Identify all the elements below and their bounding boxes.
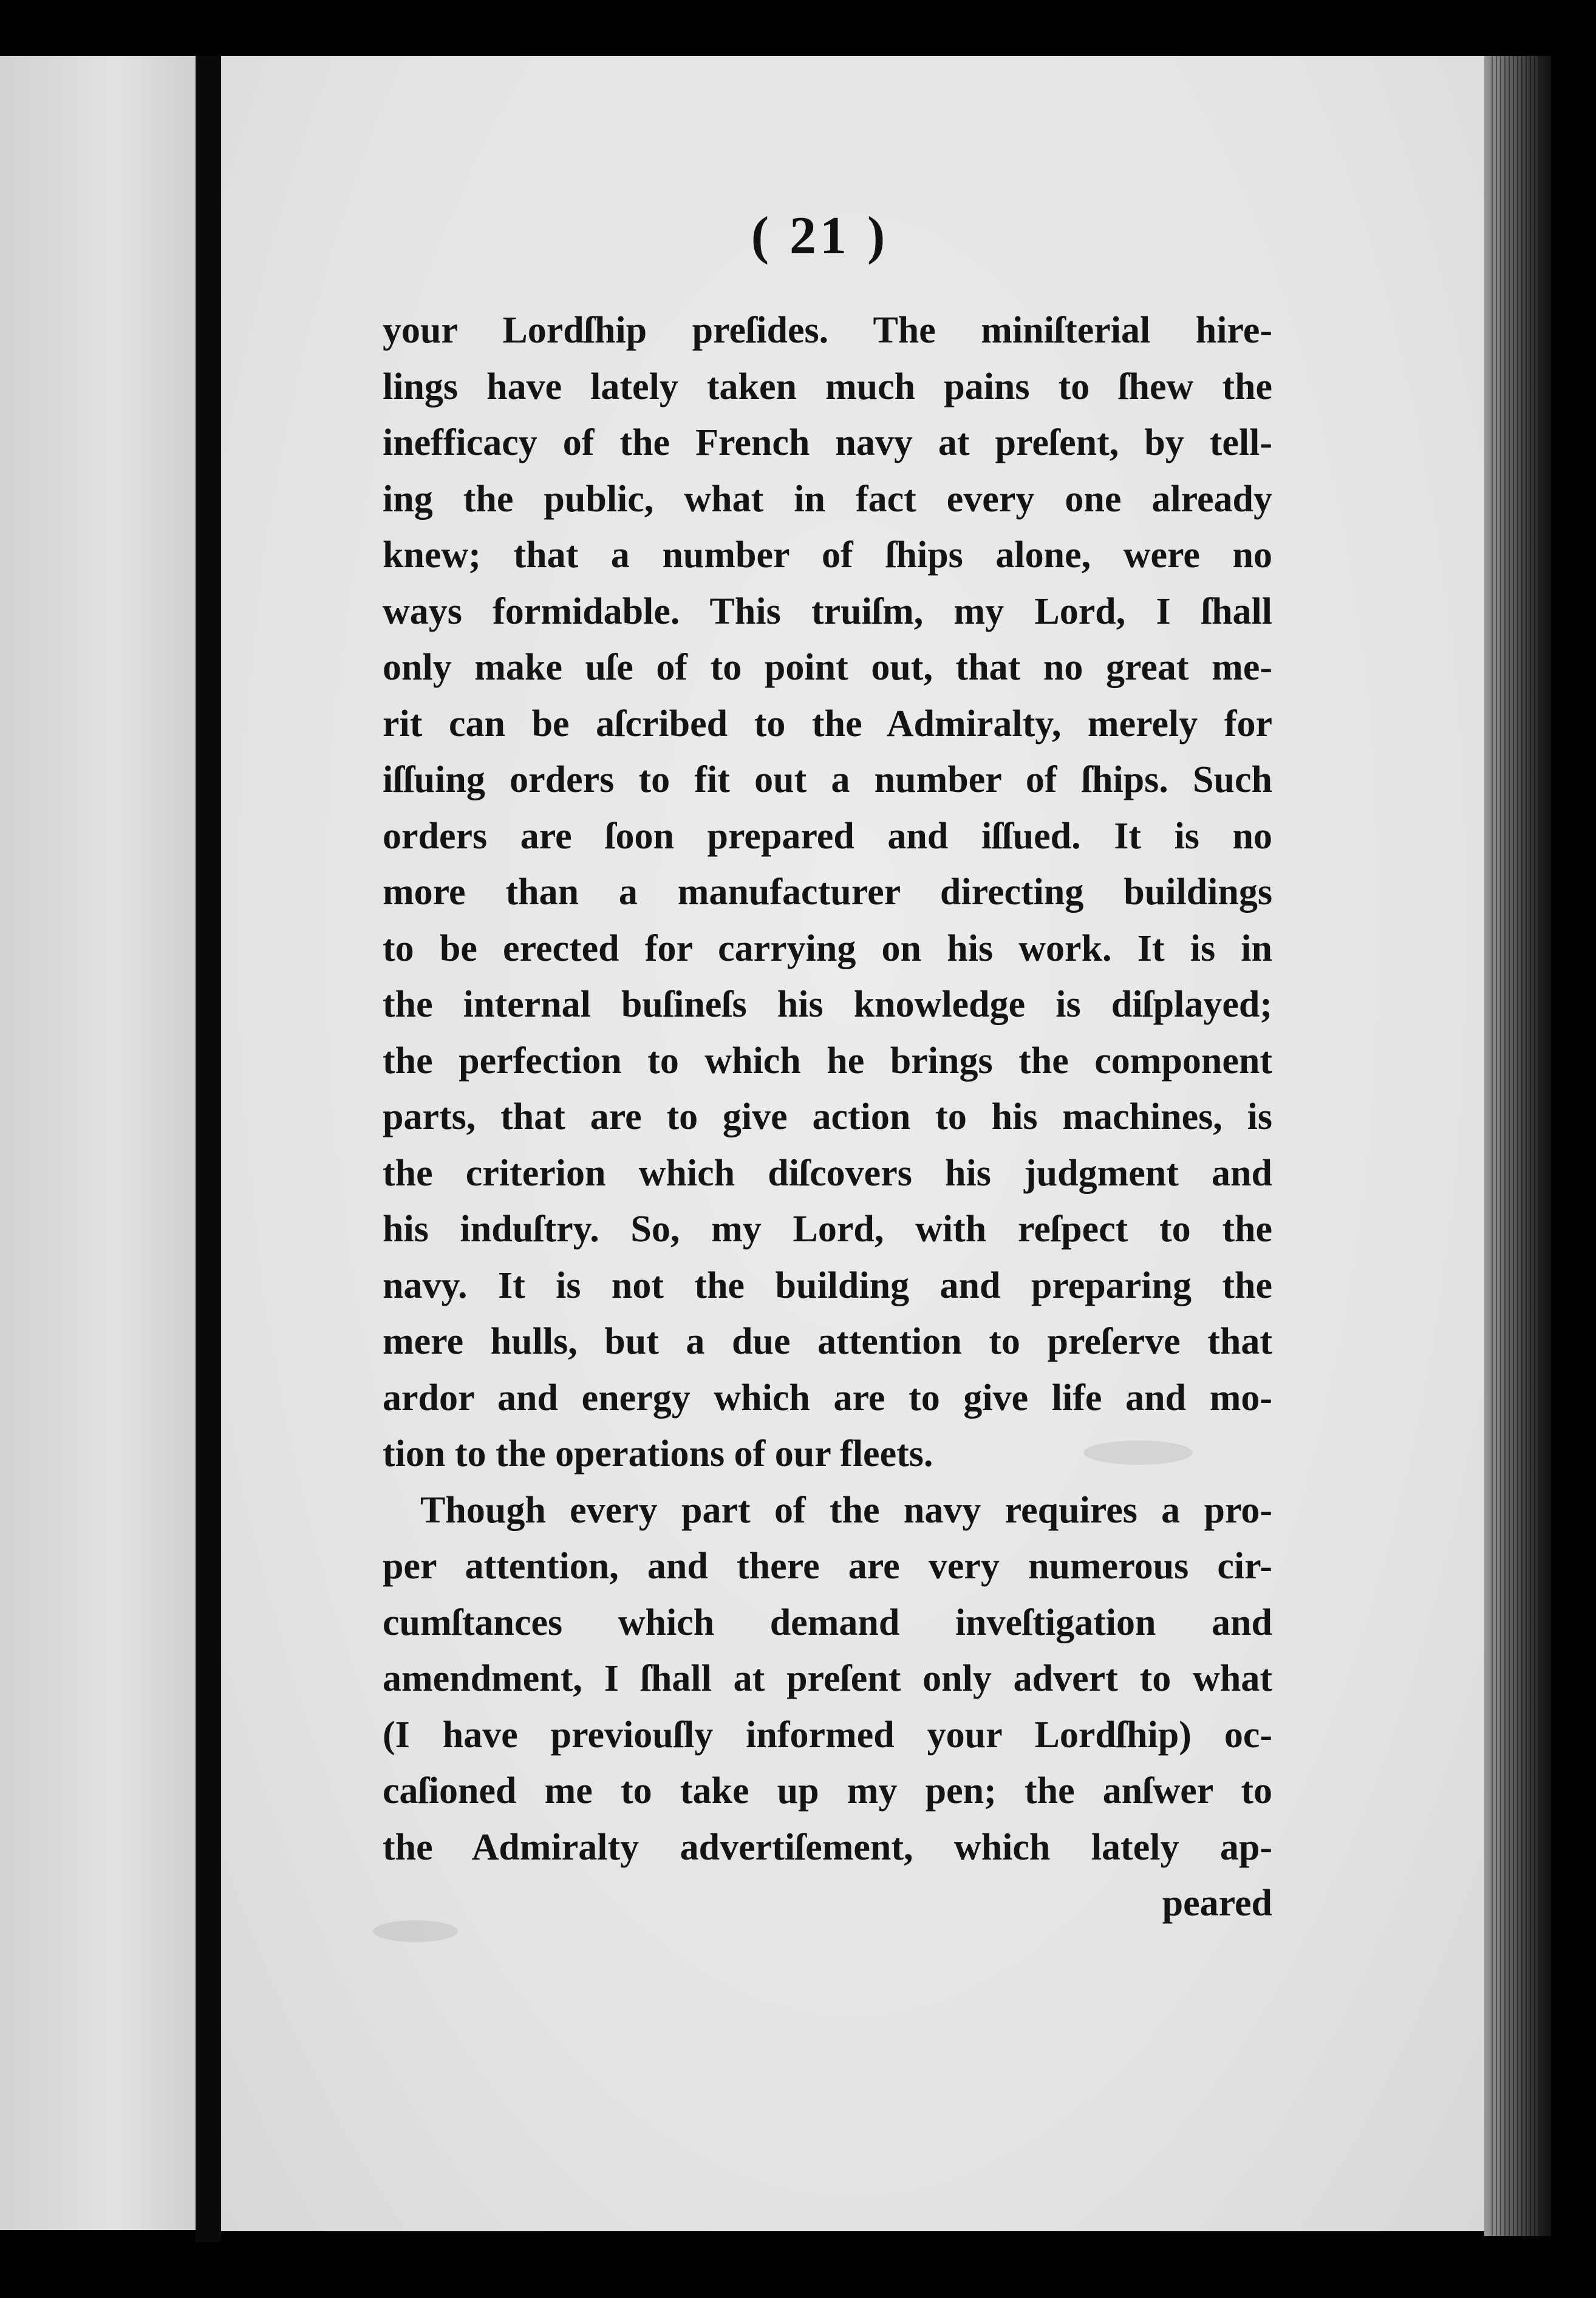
text-line: to be erected for carrying on his work. It is in [383,927,1272,969]
text-line: caſioned me to take up my pen; the anſwer to [383,1770,1272,1812]
text-line: ways formidable. This truiſm, my Lord, I ſhall [383,590,1272,632]
text-line: lings have lately taken much pains to ſhew the [383,366,1272,407]
text-line: (I have previouſly informed your Lordſhip) oc- [383,1714,1272,1756]
text-line: ing the public, what in fact every one already [383,478,1272,520]
text-line: parts, that are to give action to his machines, is [383,1096,1272,1137]
text-line: amendment, I ſhall at preſent only advert to what [383,1658,1272,1699]
text-line: more than a manufacturer directing buildings [383,871,1272,913]
text-line: orders are ſoon prepared and iſſued. It is no [383,815,1272,857]
text-line: ardor and energy which are to give life and mo- [383,1377,1272,1419]
text-line: the criterion which diſcovers his judgment and [383,1152,1272,1194]
text-line: rit can be aſcribed to the Admiralty, merely for [383,703,1272,745]
text-line: the perfection to which he brings the component [383,1040,1272,1082]
text-line: cumſtances which demand inveſtigation and [383,1601,1272,1643]
text-line: Though every part of the navy requires a pro- [420,1489,1272,1531]
page-number: ( 21 ) [751,206,889,265]
text-line: knew; that a number of ſhips alone, were no [383,534,1272,576]
text-line: the internal buſineſs his knowledge is diſplayed; [383,984,1272,1025]
text-line: only make uſe of to point out, that no great me- [383,647,1272,688]
facing-page-left [0,56,196,2230]
text-line: iſſuing orders to fit out a number of ſhips. Such [383,759,1272,800]
text-line: navy. It is not the building and preparing the [383,1264,1272,1306]
text-line: per attention, and there are very numerous cir- [383,1546,1272,1587]
text-line: inefficacy of the French navy at preſent, by tell- [383,422,1272,463]
text-line: mere hulls, but a due attention to preſerve that [383,1321,1272,1362]
catchword: peared [1162,1883,1272,1924]
body-text [383,302,1272,1932]
book-gutter [196,56,221,2242]
text-line: his induſtry. So, my Lord, with reſpect to the [383,1209,1272,1250]
text-line: tion to the operations of our fleets. [383,1433,933,1475]
page-edge-leaves [1492,56,1540,2236]
text-line: the Admiralty advertiſement, which lately ap- [383,1826,1272,1868]
text-line: your Lordſhip preſides. The miniſterial hire- [383,310,1272,351]
